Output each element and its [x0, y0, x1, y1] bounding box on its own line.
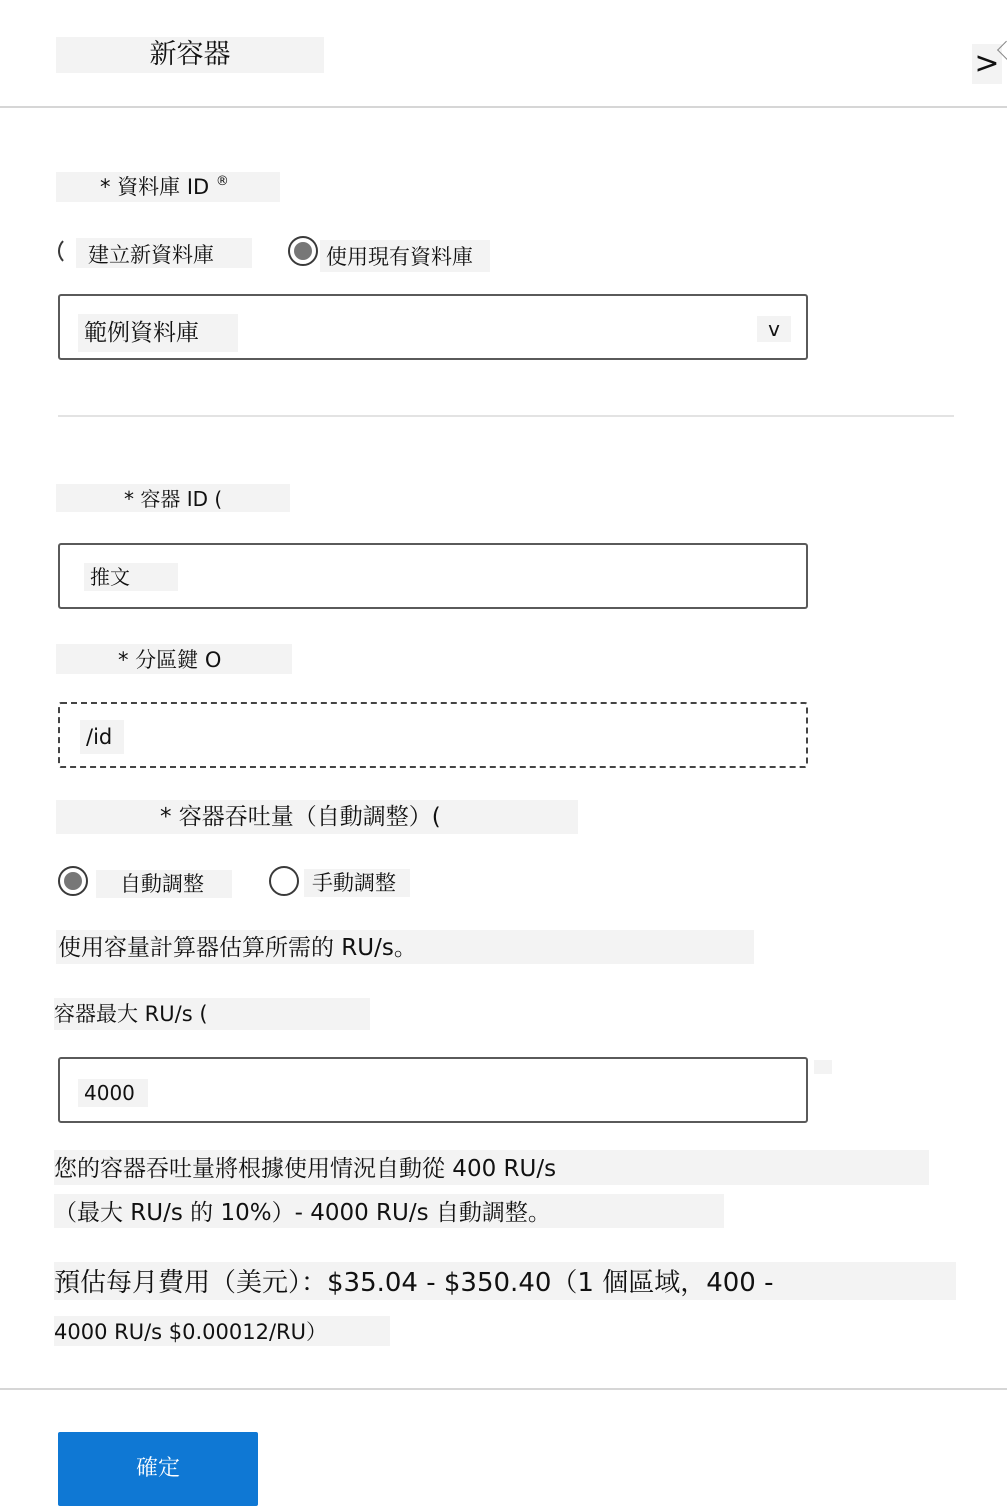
footer-divider	[0, 1388, 1007, 1390]
throughput-label: * 容器吞吐量（自動調整）(	[160, 804, 441, 830]
chevron-down-icon[interactable]: v	[757, 316, 791, 342]
capacity-calculator-hint[interactable]: 使用容量計算器估算所需的 RU/s。	[58, 935, 417, 961]
info-icon[interactable]: ®	[215, 174, 229, 189]
container-id-input[interactable]	[58, 543, 808, 609]
max-ru-input[interactable]	[58, 1057, 808, 1123]
radio-use-existing-label: 使用現有資料庫	[326, 245, 473, 269]
close-icon[interactable]: >	[972, 44, 1002, 84]
radio-use-existing-database[interactable]	[288, 236, 318, 266]
radio-manual[interactable]	[269, 866, 299, 896]
estimated-cost-line2: 4000 RU/s $0.00012/RU）	[54, 1320, 328, 1344]
container-id-label: * 容器 ID (	[124, 487, 223, 511]
partition-key-value: /id	[80, 720, 124, 754]
database-id-label-text: * 資料庫 ID	[100, 175, 210, 199]
max-ru-label: 容器最大 RU/s (	[54, 1002, 208, 1026]
partition-key-input[interactable]	[58, 702, 808, 768]
panel-title: 新容器	[56, 37, 324, 73]
radio-create-new-label: 建立新資料庫	[88, 243, 214, 267]
database-select[interactable]	[58, 294, 808, 360]
max-ru-value: 4000	[78, 1079, 148, 1107]
throughput-description-line1: 您的容器吞吐量將根據使用情況自動從 400 RU/s	[54, 1156, 557, 1182]
partition-key-label: * 分區鍵 O	[118, 648, 222, 672]
estimated-cost-line1: 預估每月費用（美元）：$35.04 - $350.40（1 個區域，400 -	[54, 1268, 774, 1298]
header-divider	[0, 106, 1007, 108]
throughput-description-line2: （最大 RU/s 的 10%）- 4000 RU/s 自動調整。	[54, 1200, 551, 1226]
ok-button[interactable]: 確定	[58, 1432, 258, 1506]
database-id-label	[100, 172, 229, 202]
radio-autoscale-label: 自動調整	[120, 872, 204, 896]
info-dots-icon	[814, 1060, 832, 1074]
section-divider	[58, 415, 954, 417]
container-id-value: 推文	[84, 563, 178, 591]
radio-autoscale[interactable]	[58, 866, 88, 896]
database-select-value: 範例資料庫	[78, 314, 238, 352]
radio-manual-label: 手動調整	[312, 871, 396, 895]
